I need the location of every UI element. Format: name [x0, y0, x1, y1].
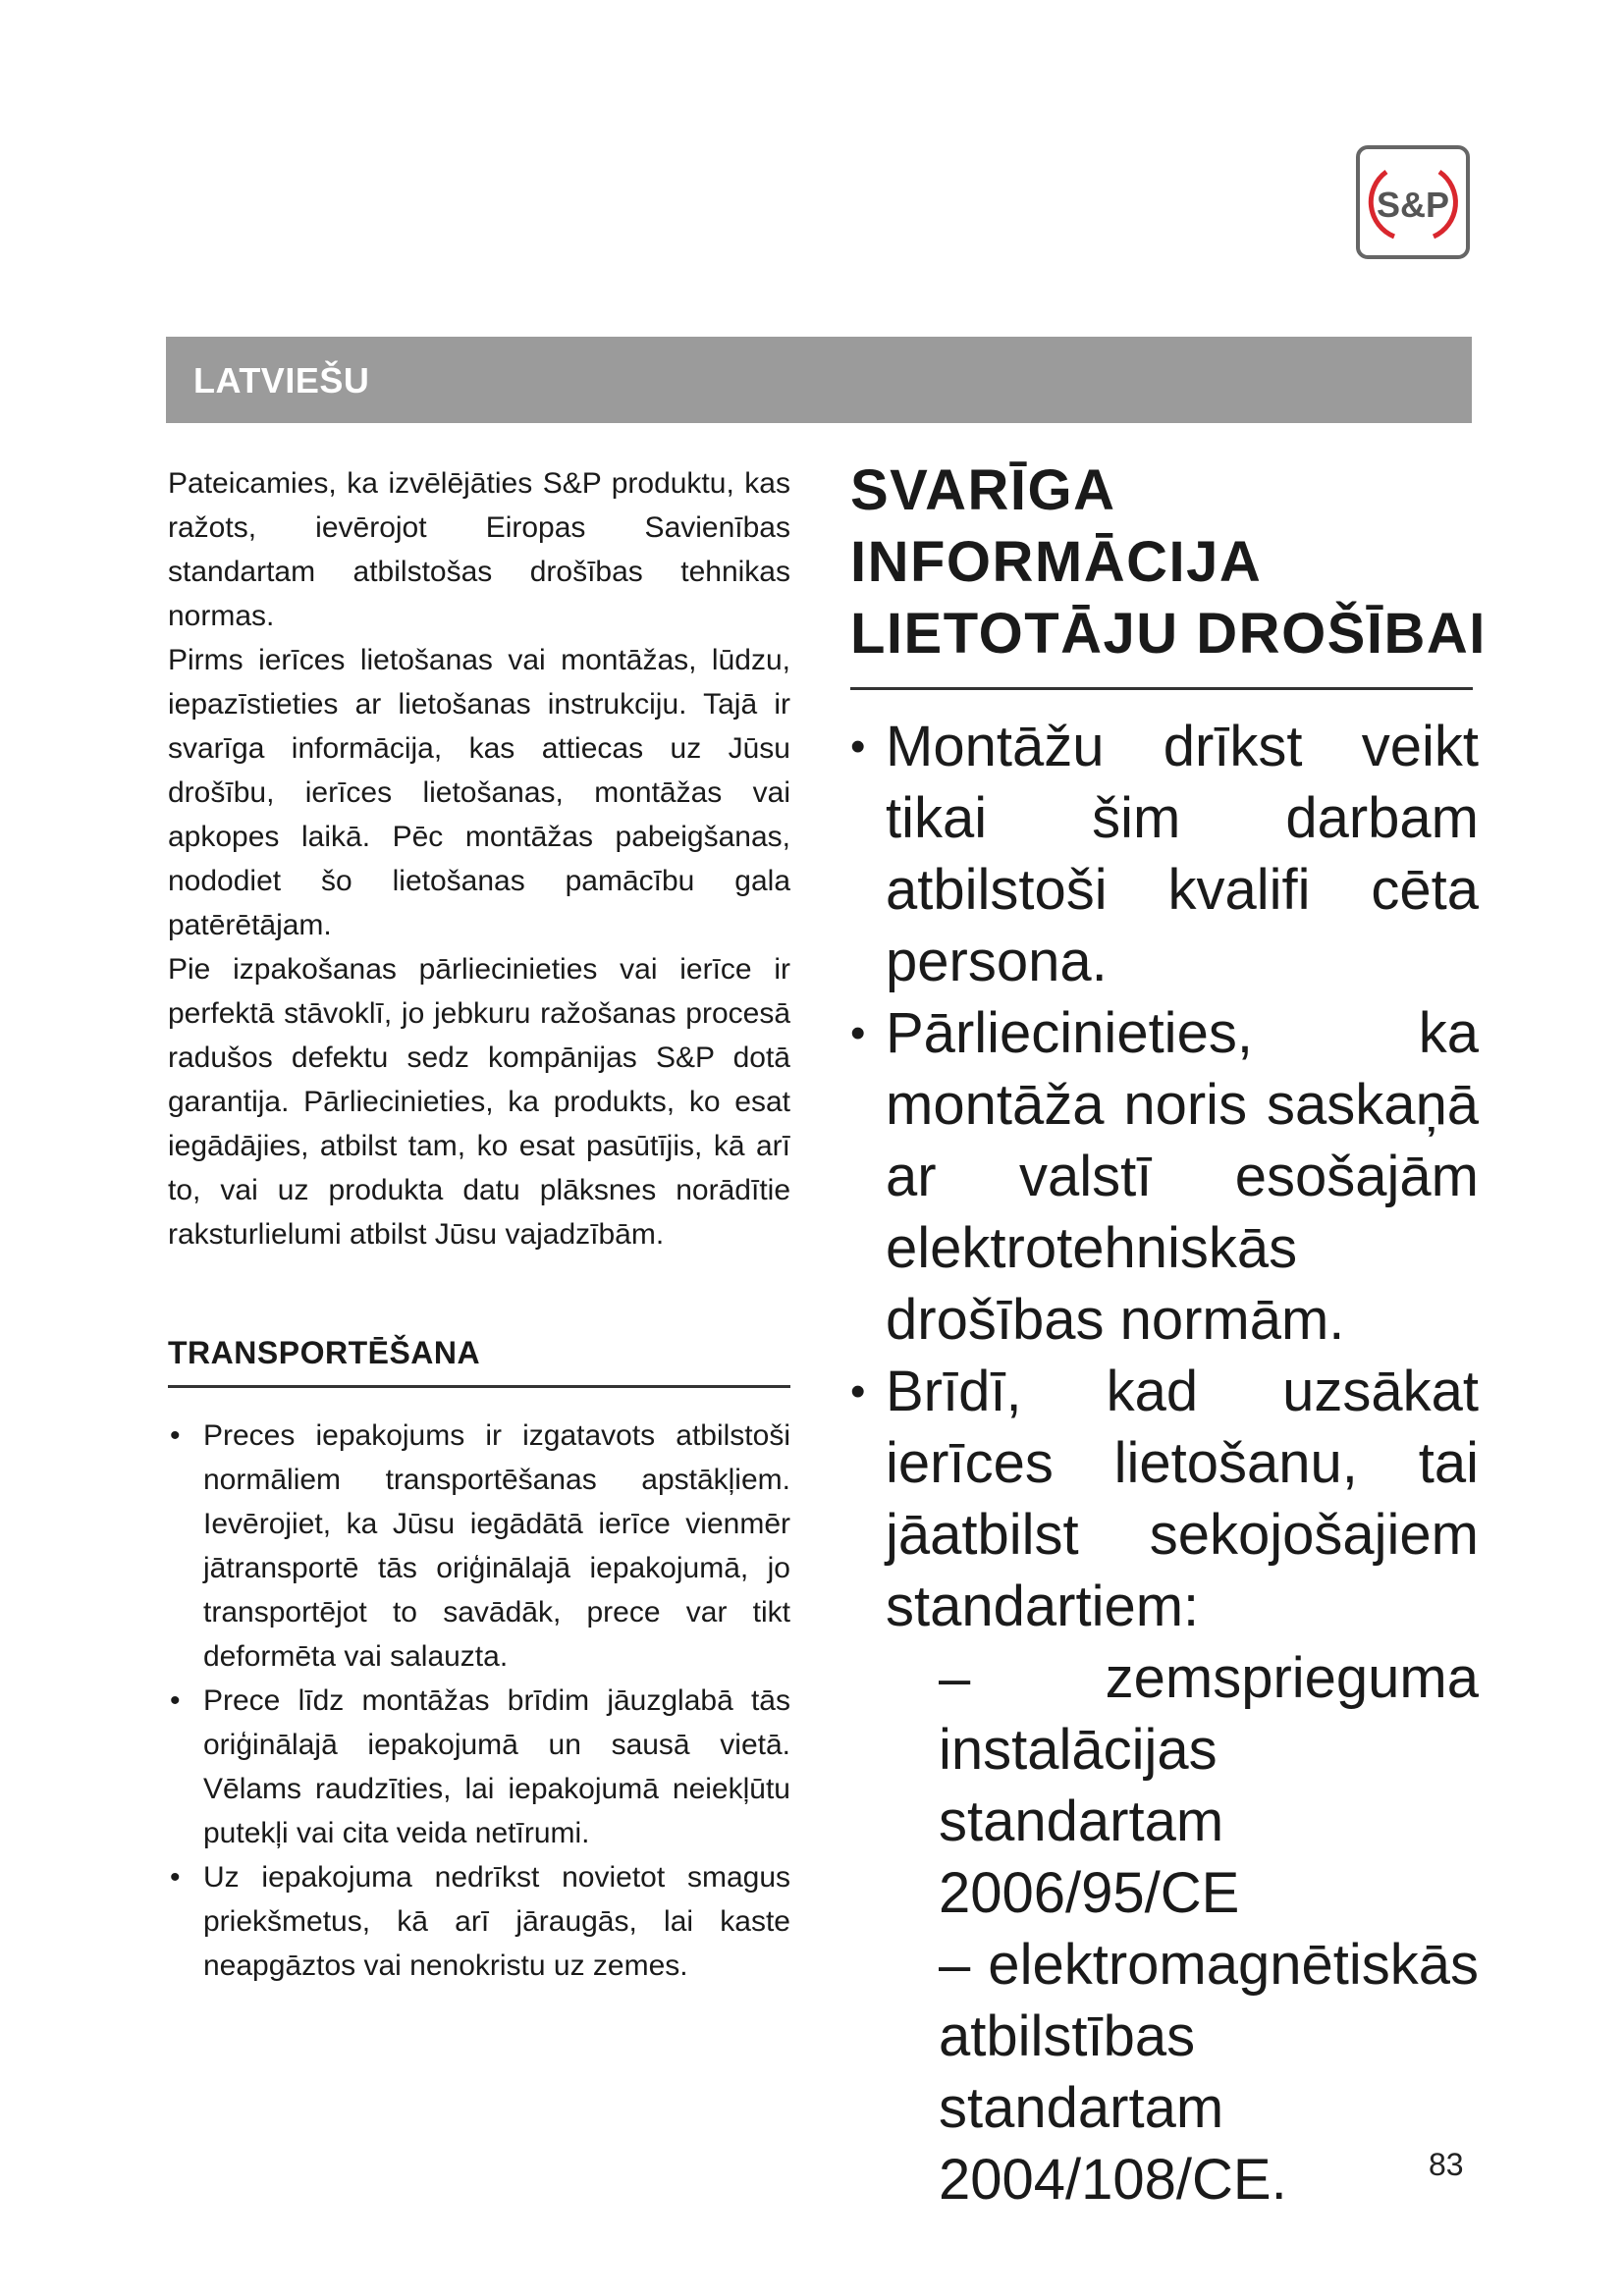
intro-paragraph-3: Pie izpakošanas pārliecinieties vai ierīce ir perfektā stāvoklī, jo jebkuru ražošanas procesā radušos defektu sedz kompānijas S&P dotā garantija. Pārliecinieties, ka produkts, ko esat iegādājies, atbilst tam, ko esat pasūtījis, kā arī to, vai uz produkta datu plāksnes norādītie raksturlielumi atbilst Jūsu vajadzībām. [168, 953, 790, 1251]
bullet-icon: • [170, 1684, 181, 1717]
bullet-icon: • [170, 1861, 181, 1894]
transport-list [168, 1414, 790, 1988]
bullet-icon: • [850, 722, 866, 771]
language-header-bar [166, 337, 1472, 423]
safety-title-line-3: LIETOTĀJU DROŠĪBAI [850, 602, 1487, 666]
intro-text [168, 461, 790, 1256]
safety-title-line-1: SVARĪGA [850, 458, 1116, 522]
safety-title [850, 454, 1487, 690]
safety-item-text: Pārliecinieties, ka montāža noris saskaņā ar valstī esošajām elektrotehniskās drošības normām. [886, 1001, 1479, 1352]
transport-item-text: Uz iepakojuma nedrīkst novietot smagus priekšmetus, kā arī jāraugās, lai kaste neapgāztos vai nenokristu uz zemes. [203, 1861, 790, 1982]
logo-text: S&P [1376, 185, 1450, 225]
transport-item-text: Prece līdz montāžas brīdim jāuzglabā tās oriģinālajā iepakojumā un sausā vietā. Vēlams raudzīties, lai iepakojumā neiekļūtu putekļi vai cita veida netīrumi. [203, 1684, 790, 1849]
sp-logo-icon [1355, 144, 1471, 260]
bullet-icon: • [850, 1009, 866, 1057]
transport-item-text: Preces iepakojums ir izgatavots atbilstoši normāliem transportēšanas apstākļiem. Ievērojiet, ka Jūsu iegādātā ierīce vienmēr jātransportē tās oriģinālajā iepakojumā, jo transportējot to savādāk, prece var tikt deformēta vai salauzta. [203, 1419, 790, 1673]
intro-paragraph-2: Pirms ierīces lietošanas vai montāžas, lūdzu, iepazīstieties ar lietošanas instrukciju. Tajā ir svarīga informācija, kas attiecas uz Jūsu drošību, ierīces lietošanas, montāžas vai apkopes laikā. Pēc montāžas pabeigšanas, nododiet šo lietošanas pamācību gala patērētājam. [168, 644, 790, 941]
list-item [168, 1414, 790, 1679]
safety-item-text: Brīdī, kad uzsākat ierīces lietošanu, tai jāatbilst sekojošajiem standartiem: [886, 1360, 1479, 1638]
list-item [168, 1855, 790, 1988]
bullet-icon: • [170, 1419, 181, 1452]
standards-list [886, 1642, 1479, 2216]
list-item [850, 997, 1479, 1356]
safety-title-line-2: INFORMĀCIJA [850, 530, 1263, 594]
standard-item: – zemsprieguma instalācijas standartam 2006/95/CE [939, 1646, 1479, 1925]
bullet-icon: • [850, 1367, 866, 1415]
intro-paragraph-1: Pateicamies, ka izvēlējāties S&P produktu, kas ražots, ievērojot Eiropas Savienības standartam atbilstošas drošības tehnikas normas. [168, 467, 790, 632]
transport-heading: TRANSPORTĒŠANA [168, 1335, 790, 1388]
safety-list [850, 711, 1479, 2216]
safety-item-text: Montāžu drīkst veikt tikai šim darbam atbilstoši kvalifi cēta persona. [886, 715, 1479, 993]
standard-item: – elektromagnētiskās atbilstības standartam 2004/108/CE. [939, 1933, 1479, 2212]
page-number: 83 [1429, 2147, 1464, 2182]
language-header: LATVIEŠU [193, 360, 370, 400]
list-item [850, 711, 1479, 997]
list-item [850, 1356, 1479, 2216]
list-item [168, 1679, 790, 1855]
